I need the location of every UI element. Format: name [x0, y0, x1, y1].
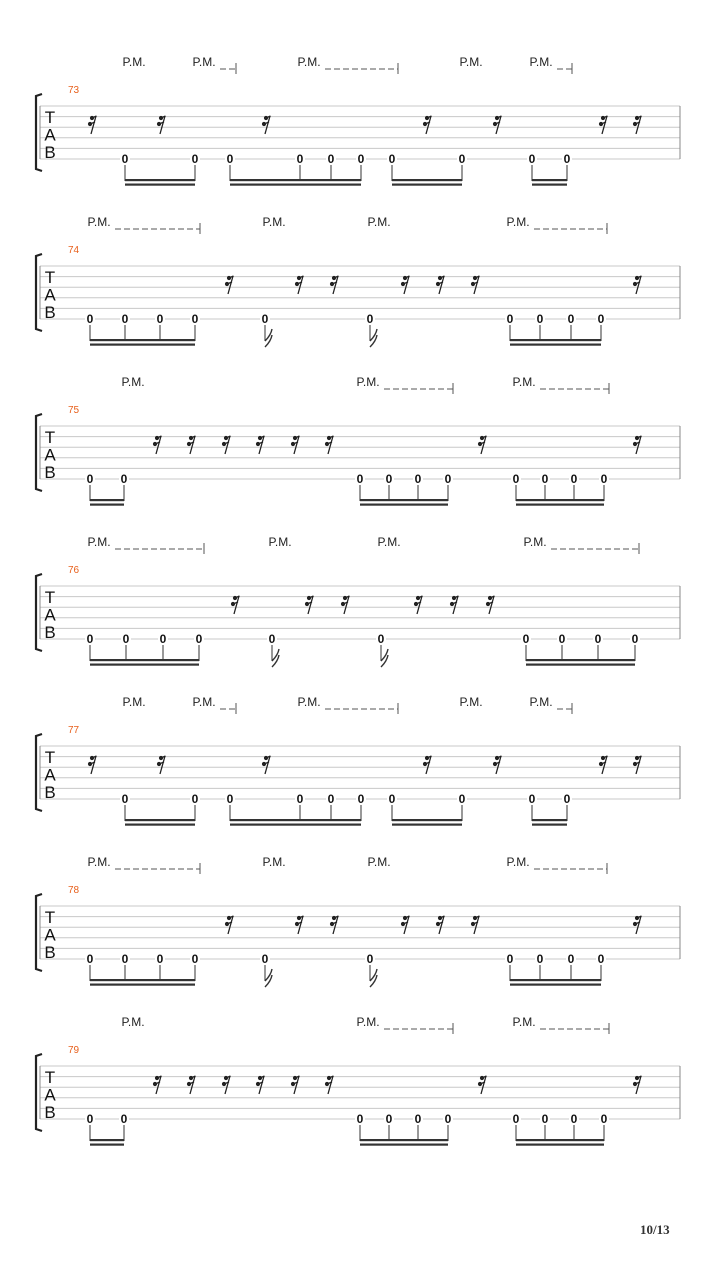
fret-number: 0: [597, 952, 605, 966]
sixteenth-rest: [478, 1076, 487, 1094]
beam: [532, 184, 567, 186]
fret-number: 0: [296, 152, 304, 166]
tab-clef-letter: A: [44, 125, 56, 145]
sixteenth-rest: [325, 436, 334, 454]
sixteenth-rest: [153, 436, 162, 454]
sixteenth-rest: [157, 116, 166, 134]
fret-number: 0: [567, 952, 575, 966]
beam: [90, 1144, 124, 1146]
palm-mute-label: P.M.: [262, 855, 286, 869]
palm-mute-label: P.M.: [377, 535, 401, 549]
sixteenth-rest: [222, 436, 231, 454]
fret-number: 0: [528, 152, 536, 166]
sixteenth-rest: [256, 1076, 265, 1094]
tab-system: [36, 375, 680, 506]
fret-number: 0: [121, 312, 129, 326]
beam: [90, 339, 195, 341]
beam: [532, 819, 567, 821]
beam: [125, 824, 195, 826]
beam: [510, 984, 601, 986]
fret-number: 0: [536, 952, 544, 966]
palm-mute-label: P.M.: [512, 375, 536, 389]
fret-number: 0: [191, 792, 199, 806]
tab-clef-letter: A: [44, 605, 56, 625]
fret-number: 0: [567, 312, 575, 326]
fret-number: 0: [377, 632, 385, 646]
fret-number: 0: [600, 1112, 608, 1126]
palm-mute-label: P.M.: [506, 215, 530, 229]
fret-number: 0: [563, 152, 571, 166]
sixteenth-rest: [633, 436, 642, 454]
beam: [125, 184, 195, 186]
sixteenth-rest: [401, 276, 410, 294]
palm-mute-label: P.M.: [356, 1015, 380, 1029]
fret-number: 0: [385, 472, 393, 486]
fret-number: 0: [226, 152, 234, 166]
beam: [526, 659, 635, 661]
fret-number: 0: [327, 792, 335, 806]
sixteenth-rest: [225, 276, 234, 294]
tab-clef-letter: A: [44, 925, 56, 945]
fret-number: 0: [159, 632, 167, 646]
fret-number: 0: [414, 472, 422, 486]
fret-number: 0: [522, 632, 530, 646]
fret-number: 0: [268, 632, 276, 646]
palm-mute-label: P.M.: [506, 855, 530, 869]
measure-number: 77: [68, 725, 80, 736]
page-number: 10/13: [640, 1222, 670, 1237]
sixteenth-rest: [599, 116, 608, 134]
fret-number: 0: [570, 1112, 578, 1126]
fret-number: 0: [366, 952, 374, 966]
fret-number: 0: [600, 472, 608, 486]
beam: [230, 824, 361, 826]
sixteenth-rest: [305, 596, 314, 614]
fret-number: 0: [156, 952, 164, 966]
tab-clef-letter: T: [44, 268, 56, 287]
fret-number: 0: [122, 632, 130, 646]
sixteenth-rest: [436, 916, 445, 934]
fret-number: 0: [594, 632, 602, 646]
sixteenth-rest: [493, 116, 502, 134]
fret-number: 0: [536, 312, 544, 326]
sixteenth-rest: [471, 276, 480, 294]
tab-clef-letter: A: [44, 285, 56, 305]
beam: [90, 344, 195, 346]
fret-number: 0: [191, 152, 199, 166]
beam: [230, 179, 361, 181]
palm-mute-label: P.M.: [87, 215, 111, 229]
tab-clef-letter: T: [44, 588, 56, 607]
palm-mute-label: P.M.: [529, 55, 553, 69]
sixteenth-rest: [423, 756, 432, 774]
sixteenth-rest: [231, 596, 240, 614]
fret-number: 0: [195, 632, 203, 646]
palm-mute-label: P.M.: [512, 1015, 536, 1029]
fret-number: 0: [86, 312, 94, 326]
fret-number: 0: [191, 312, 199, 326]
beam: [392, 824, 462, 826]
fret-number: 0: [541, 1112, 549, 1126]
beam: [90, 499, 124, 501]
fret-number: 0: [86, 1112, 94, 1126]
fret-number: 0: [528, 792, 536, 806]
tab-system: [36, 855, 680, 987]
beam: [526, 664, 635, 666]
fret-number: 0: [570, 472, 578, 486]
beam: [90, 664, 199, 666]
beam: [516, 1139, 604, 1141]
beam: [392, 179, 462, 181]
palm-mute-label: P.M.: [192, 55, 216, 69]
sixteenth-rest: [291, 436, 300, 454]
beam: [125, 819, 195, 821]
sixteenth-rest: [478, 436, 487, 454]
fret-number: 0: [506, 952, 514, 966]
palm-mute-label: P.M.: [268, 535, 292, 549]
sixteenth-rest: [295, 276, 304, 294]
palm-mute-label: P.M.: [121, 1015, 145, 1029]
fret-number: 0: [357, 792, 365, 806]
beam: [360, 504, 448, 506]
sixteenth-rest: [436, 276, 445, 294]
measure-number: 78: [68, 885, 80, 896]
fret-number: 0: [597, 312, 605, 326]
beam: [90, 979, 195, 981]
tab-clef-letter: T: [44, 108, 56, 127]
palm-mute-label: P.M.: [297, 55, 321, 69]
fret-number: 0: [261, 952, 269, 966]
beam: [360, 499, 448, 501]
beam: [360, 1144, 448, 1146]
fret-number: 0: [261, 312, 269, 326]
tab-clef-letter: A: [44, 765, 56, 785]
beam: [90, 504, 124, 506]
beam: [360, 1139, 448, 1141]
palm-mute-label: P.M.: [523, 535, 547, 549]
palm-mute-label: P.M.: [297, 695, 321, 709]
beam: [516, 499, 604, 501]
beam: [230, 819, 361, 821]
sixteenth-rest: [633, 116, 642, 134]
fret-number: 0: [444, 472, 452, 486]
tab-clef-letter: B: [44, 303, 56, 322]
tab-clef-letter: B: [44, 943, 56, 962]
sixteenth-rest: [325, 1076, 334, 1094]
fret-number: 0: [512, 1112, 520, 1126]
palm-mute-label: P.M.: [356, 375, 380, 389]
fret-number: 0: [558, 632, 566, 646]
fret-number: 0: [506, 312, 514, 326]
beam: [392, 184, 462, 186]
sixteenth-rest: [633, 916, 642, 934]
sixteenth-rest: [341, 596, 350, 614]
beam: [516, 1144, 604, 1146]
sixteenth-rest: [330, 916, 339, 934]
palm-mute-label: P.M.: [192, 695, 216, 709]
tab-clef-letter: T: [44, 428, 56, 447]
beam: [510, 344, 601, 346]
sixteenth-rest: [599, 756, 608, 774]
palm-mute-label: P.M.: [529, 695, 553, 709]
palm-mute-label: P.M.: [87, 855, 111, 869]
fret-number: 0: [191, 952, 199, 966]
fret-number: 0: [388, 152, 396, 166]
fret-number: 0: [121, 792, 129, 806]
sixteenth-rest: [414, 596, 423, 614]
tab-clef-letter: T: [44, 1068, 56, 1087]
fret-number: 0: [563, 792, 571, 806]
palm-mute-label: P.M.: [121, 375, 145, 389]
fret-number: 0: [631, 632, 639, 646]
measure-number: 76: [68, 565, 80, 576]
fret-number: 0: [86, 472, 94, 486]
sixteenth-rest: [330, 276, 339, 294]
tab-system: [36, 55, 680, 186]
sixteenth-rest: [423, 116, 432, 134]
palm-mute-label: P.M.: [367, 855, 391, 869]
fret-number: 0: [156, 312, 164, 326]
tab-clef-letter: B: [44, 623, 56, 642]
sixteenth-rest: [633, 1076, 642, 1094]
tab-system: [36, 1015, 680, 1146]
palm-mute-label: P.M.: [262, 215, 286, 229]
fret-number: 0: [541, 472, 549, 486]
fret-number: 0: [444, 1112, 452, 1126]
sixteenth-rest: [187, 1076, 196, 1094]
measure-number: 74: [68, 245, 80, 256]
palm-mute-label: P.M.: [122, 55, 146, 69]
tab-clef-letter: B: [44, 143, 56, 162]
fret-number: 0: [512, 472, 520, 486]
fret-number: 0: [414, 1112, 422, 1126]
sixteenth-rest: [153, 1076, 162, 1094]
fret-number: 0: [120, 1112, 128, 1126]
sixteenth-rest: [450, 596, 459, 614]
fret-number: 0: [458, 152, 466, 166]
tab-clef-letter: B: [44, 783, 56, 802]
sixteenth-rest: [633, 276, 642, 294]
palm-mute-label: P.M.: [87, 535, 111, 549]
sixteenth-rest: [88, 116, 97, 134]
measure-number: 75: [68, 405, 80, 416]
tab-clef-letter: T: [44, 908, 56, 927]
fret-number: 0: [121, 952, 129, 966]
fret-number: 0: [327, 152, 335, 166]
tab-system: [36, 695, 680, 826]
beam: [90, 984, 195, 986]
beam: [90, 659, 199, 661]
beam: [392, 819, 462, 821]
palm-mute-label: P.M.: [459, 55, 483, 69]
beam: [532, 824, 567, 826]
fret-number: 0: [357, 152, 365, 166]
sixteenth-rest: [262, 756, 271, 774]
fret-number: 0: [121, 152, 129, 166]
tab-clef-letter: T: [44, 748, 56, 767]
fret-number: 0: [356, 1112, 364, 1126]
sixteenth-rest: [486, 596, 495, 614]
tab-clef-letter: A: [44, 445, 56, 465]
tab-clef-letter: B: [44, 1103, 56, 1122]
tab-clef-letter: A: [44, 1085, 56, 1105]
beam: [532, 179, 567, 181]
sixteenth-rest: [401, 916, 410, 934]
sixteenth-rest: [88, 756, 97, 774]
sixteenth-rest: [157, 756, 166, 774]
tab-system: [36, 215, 680, 347]
palm-mute-label: P.M.: [122, 695, 146, 709]
beam: [125, 179, 195, 181]
fret-number: 0: [388, 792, 396, 806]
sixteenth-rest: [291, 1076, 300, 1094]
sixteenth-rest: [295, 916, 304, 934]
sixteenth-rest: [187, 436, 196, 454]
beam: [90, 1139, 124, 1141]
fret-number: 0: [366, 312, 374, 326]
fret-number: 0: [296, 792, 304, 806]
fret-number: 0: [86, 632, 94, 646]
fret-number: 0: [458, 792, 466, 806]
sixteenth-rest: [222, 1076, 231, 1094]
measure-number: 79: [68, 1045, 80, 1056]
fret-number: 0: [356, 472, 364, 486]
palm-mute-label: P.M.: [459, 695, 483, 709]
tab-system: [36, 535, 680, 667]
sixteenth-rest: [471, 916, 480, 934]
sixteenth-rest: [262, 116, 271, 134]
sixteenth-rest: [256, 436, 265, 454]
fret-number: 0: [226, 792, 234, 806]
beam: [510, 339, 601, 341]
palm-mute-label: P.M.: [367, 215, 391, 229]
tab-clef-letter: B: [44, 463, 56, 482]
sixteenth-rest: [225, 916, 234, 934]
fret-number: 0: [385, 1112, 393, 1126]
sixteenth-rest: [493, 756, 502, 774]
beam: [510, 979, 601, 981]
beam: [230, 184, 361, 186]
measure-number: 73: [68, 85, 80, 96]
sixteenth-rest: [633, 756, 642, 774]
beam: [516, 504, 604, 506]
fret-number: 0: [120, 472, 128, 486]
fret-number: 0: [86, 952, 94, 966]
